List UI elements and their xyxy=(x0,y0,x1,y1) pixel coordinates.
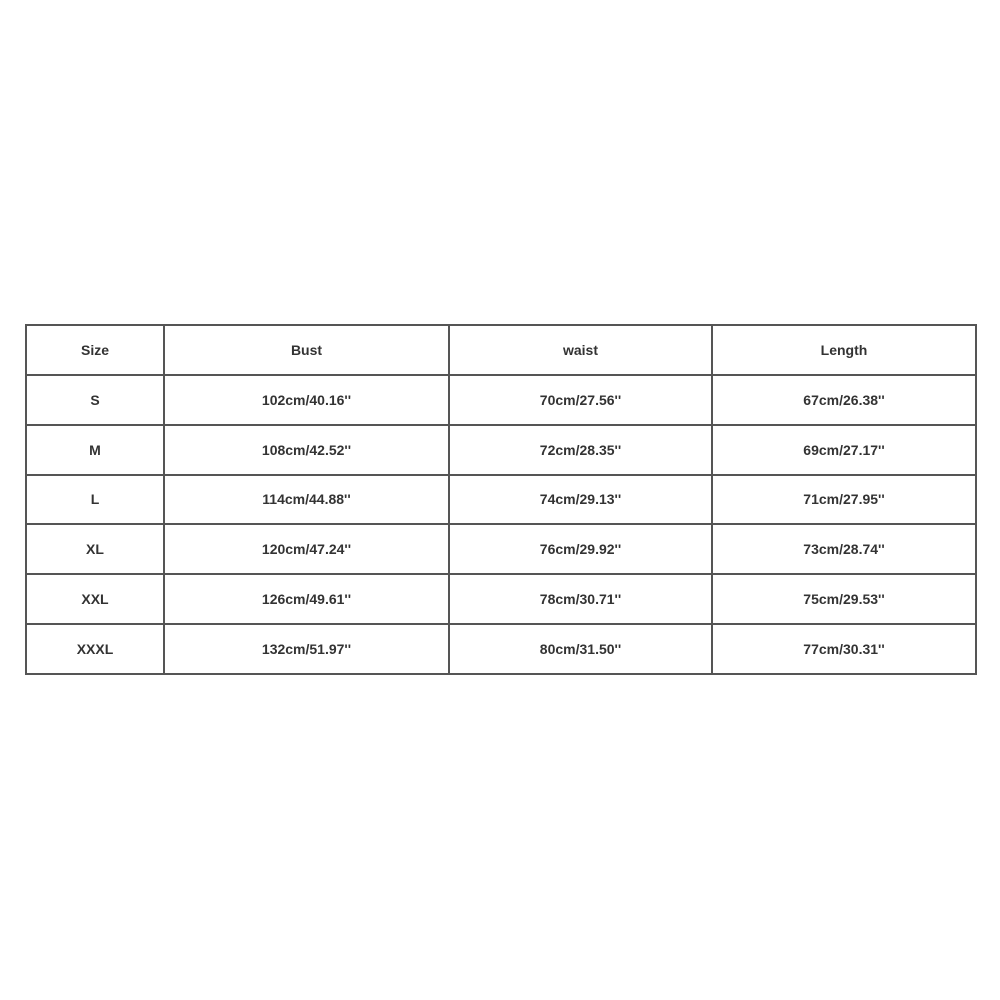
bust-cell: 120cm/47.24'' xyxy=(164,524,449,574)
length-cell: 75cm/29.53'' xyxy=(712,574,976,624)
waist-cell: 74cm/29.13'' xyxy=(449,475,712,525)
table-row xyxy=(26,524,976,574)
size-cell: XL xyxy=(26,524,164,574)
length-cell: 73cm/28.74'' xyxy=(712,524,976,574)
bust-cell: 126cm/49.61'' xyxy=(164,574,449,624)
table-header-row xyxy=(26,325,976,375)
header-bust: Bust xyxy=(164,325,449,375)
length-cell: 71cm/27.95'' xyxy=(712,475,976,525)
size-cell: L xyxy=(26,475,164,525)
size-cell: S xyxy=(26,375,164,425)
header-length: Length xyxy=(712,325,976,375)
waist-cell: 80cm/31.50'' xyxy=(449,624,712,674)
waist-cell: 76cm/29.92'' xyxy=(449,524,712,574)
length-cell: 69cm/27.17'' xyxy=(712,425,976,475)
length-cell: 77cm/30.31'' xyxy=(712,624,976,674)
bust-cell: 102cm/40.16'' xyxy=(164,375,449,425)
waist-cell: 72cm/28.35'' xyxy=(449,425,712,475)
header-waist: waist xyxy=(449,325,712,375)
table-row xyxy=(26,375,976,425)
waist-cell: 70cm/27.56'' xyxy=(449,375,712,425)
size-cell: XXL xyxy=(26,574,164,624)
table-row xyxy=(26,574,976,624)
bust-cell: 132cm/51.97'' xyxy=(164,624,449,674)
header-size: Size xyxy=(26,325,164,375)
bust-cell: 108cm/42.52'' xyxy=(164,425,449,475)
table-row xyxy=(26,475,976,525)
waist-cell: 78cm/30.71'' xyxy=(449,574,712,624)
size-cell: M xyxy=(26,425,164,475)
table-row xyxy=(26,624,976,674)
size-chart-table xyxy=(25,324,977,675)
size-cell: XXXL xyxy=(26,624,164,674)
bust-cell: 114cm/44.88'' xyxy=(164,475,449,525)
table-row xyxy=(26,425,976,475)
length-cell: 67cm/26.38'' xyxy=(712,375,976,425)
